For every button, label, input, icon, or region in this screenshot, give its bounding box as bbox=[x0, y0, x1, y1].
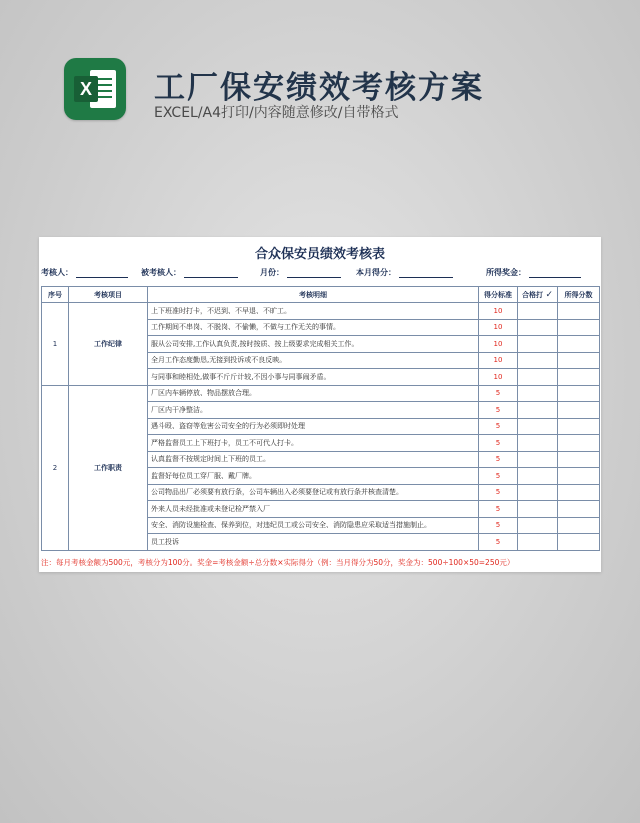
detail-cell: 上下班准时打卡，不迟到、不早退、不旷工。 bbox=[148, 303, 479, 320]
excel-icon bbox=[64, 58, 126, 120]
detail-cell: 严格监督员工上下班打卡，员工不可代人打卡。 bbox=[148, 435, 479, 452]
assessor-field bbox=[41, 267, 128, 278]
footnote: 注：每月考核金额为500元，考核分为100分。奖金=考核金额÷总分数×实际得分（例：当月得分为50分，奖金为：500÷100×50=250元） bbox=[41, 558, 515, 567]
result-cell bbox=[558, 484, 600, 501]
detail-cell: 服从公司安排,工作认真负责,按时按质、按上级要求完成相关工作。 bbox=[148, 336, 479, 353]
score-cell: 10 bbox=[479, 369, 518, 386]
pass-cell bbox=[518, 303, 558, 320]
result-cell bbox=[558, 336, 600, 353]
pass-cell bbox=[518, 451, 558, 468]
bonus-blank bbox=[529, 269, 581, 278]
result-cell bbox=[558, 501, 600, 518]
result-cell bbox=[558, 385, 600, 402]
result-cell bbox=[558, 468, 600, 485]
group-index: 2 bbox=[42, 385, 69, 550]
page-title: 工厂保安绩效考核方案 bbox=[154, 70, 484, 106]
page-subtitle: EXCEL/A4打印/内容随意修改/自带格式 bbox=[154, 105, 399, 121]
detail-cell: 安全、消防设施检查、保养到位，对违纪员工或公司安全、消防隐患应采取适当措施制止。 bbox=[148, 517, 479, 534]
excel-letter: X bbox=[74, 76, 98, 102]
group-category: 工作职责 bbox=[69, 385, 148, 550]
col-category: 考核项目 bbox=[69, 287, 148, 303]
col-score: 所得分数 bbox=[558, 287, 600, 303]
pass-cell bbox=[518, 501, 558, 518]
detail-cell: 遇斗殴、盗窃等危害公司安全的行为必须即时处理 bbox=[148, 418, 479, 435]
score-cell: 5 bbox=[479, 501, 518, 518]
pass-cell bbox=[518, 336, 558, 353]
bonus-field bbox=[486, 267, 581, 278]
header-row bbox=[42, 287, 600, 303]
pass-cell bbox=[518, 418, 558, 435]
sheet-title: 合众保安员绩效考核表 bbox=[254, 247, 385, 262]
check-icon: ✓ bbox=[545, 289, 553, 300]
pass-cell bbox=[518, 385, 558, 402]
score-cell: 5 bbox=[479, 451, 518, 468]
col-index: 序号 bbox=[42, 287, 69, 303]
result-cell bbox=[558, 369, 600, 386]
table-row bbox=[42, 385, 600, 402]
score-cell: 5 bbox=[479, 385, 518, 402]
detail-cell: 外来人员未经批准或未登记检严禁入厂 bbox=[148, 501, 479, 518]
score-cell: 5 bbox=[479, 517, 518, 534]
pass-cell bbox=[518, 435, 558, 452]
result-cell bbox=[558, 352, 600, 369]
assessee-blank bbox=[184, 269, 238, 278]
col-pass-label: 合格打 bbox=[522, 290, 543, 299]
month-field bbox=[260, 267, 341, 278]
detail-cell: 厂区内干净整洁。 bbox=[148, 402, 479, 419]
score-cell: 5 bbox=[479, 534, 518, 551]
month-score-label: 本月得分： bbox=[356, 268, 396, 277]
bonus-label: 所得奖金： bbox=[486, 268, 526, 277]
detail-cell: 工作期间不串岗、不脱岗、不偷懒，不做与工作无关的事情。 bbox=[148, 319, 479, 336]
score-cell: 5 bbox=[479, 435, 518, 452]
assessment-table bbox=[41, 286, 600, 551]
group-category: 工作纪律 bbox=[69, 303, 148, 386]
month-score-field bbox=[356, 267, 453, 278]
result-cell bbox=[558, 534, 600, 551]
detail-cell: 员工投诉 bbox=[148, 534, 479, 551]
detail-cell: 厂区内车辆停放、物品摆放合理。 bbox=[148, 385, 479, 402]
result-cell bbox=[558, 517, 600, 534]
result-cell bbox=[558, 418, 600, 435]
pass-cell bbox=[518, 369, 558, 386]
result-cell bbox=[558, 303, 600, 320]
result-cell bbox=[558, 435, 600, 452]
detail-cell: 监督好每位员工穿厂服、戴厂牌。 bbox=[148, 468, 479, 485]
spreadsheet-preview bbox=[39, 237, 601, 572]
pass-cell bbox=[518, 517, 558, 534]
pass-cell bbox=[518, 484, 558, 501]
assessor-blank bbox=[76, 269, 128, 278]
pass-cell bbox=[518, 468, 558, 485]
assessee-label: 被考核人： bbox=[141, 268, 181, 277]
month-score-blank bbox=[399, 269, 453, 278]
month-label: 月份： bbox=[260, 268, 284, 277]
pass-cell bbox=[518, 534, 558, 551]
score-cell: 5 bbox=[479, 484, 518, 501]
score-cell: 10 bbox=[479, 352, 518, 369]
col-standard: 得分标准 bbox=[479, 287, 518, 303]
detail-cell: 全月工作态度勤恳,无接到投诉或不良反映。 bbox=[148, 352, 479, 369]
month-blank bbox=[287, 269, 341, 278]
score-cell: 10 bbox=[479, 303, 518, 320]
score-cell: 10 bbox=[479, 336, 518, 353]
result-cell bbox=[558, 451, 600, 468]
detail-cell: 与同事和睦相处,做事不斤斤计较,不因小事与同事闹矛盾。 bbox=[148, 369, 479, 386]
result-cell bbox=[558, 402, 600, 419]
pass-cell bbox=[518, 319, 558, 336]
detail-cell: 认真监督不按规定时间上下班的员工。 bbox=[148, 451, 479, 468]
col-pass bbox=[518, 287, 558, 303]
score-cell: 10 bbox=[479, 319, 518, 336]
score-cell: 5 bbox=[479, 468, 518, 485]
score-cell: 5 bbox=[479, 402, 518, 419]
pass-cell bbox=[518, 352, 558, 369]
col-detail: 考核明细 bbox=[148, 287, 479, 303]
result-cell bbox=[558, 319, 600, 336]
assessor-label: 考核人： bbox=[41, 268, 73, 277]
pass-cell bbox=[518, 402, 558, 419]
score-cell: 5 bbox=[479, 418, 518, 435]
group-index: 1 bbox=[42, 303, 69, 386]
table-row bbox=[42, 303, 600, 320]
page-header bbox=[64, 58, 624, 128]
detail-cell: 公司物品出厂必须要有放行条，公司车辆出入必须要登记或有放行条并核查清楚。 bbox=[148, 484, 479, 501]
assessee-field bbox=[141, 267, 238, 278]
